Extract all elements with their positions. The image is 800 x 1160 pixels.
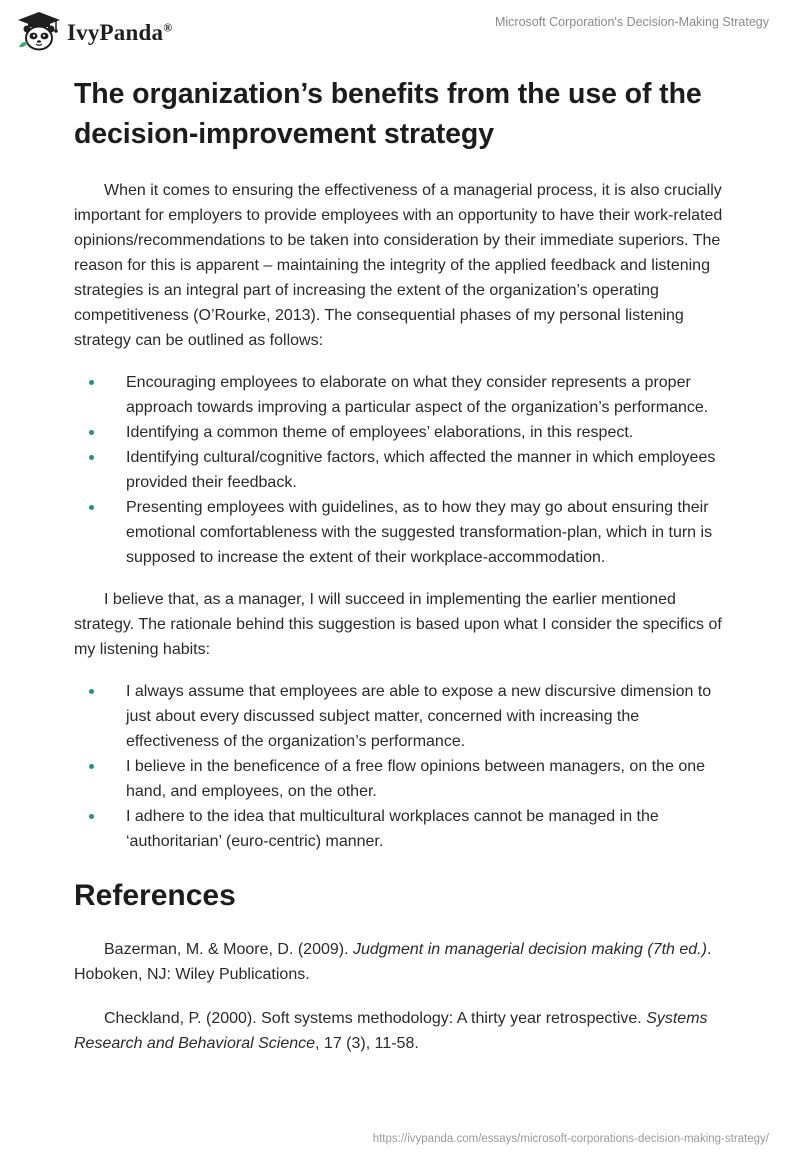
registered-mark: ® (163, 20, 173, 35)
manager-paragraph: I believe that, as a manager, I will succeed in implementing the earlier mentioned strategy. The rationale behind this suggestion is based upon what I consider the specifics of my listening habits: (74, 591, 722, 658)
bullet-icon (89, 814, 94, 819)
panda-graduate-icon (16, 10, 62, 52)
list-item: Identifying cultural/cognitive factors, which affected the manner in which employees provided their feedback. (74, 445, 734, 495)
document-title: Microsoft Corporation's Decision-Making Strategy (494, 15, 769, 29)
intro-paragraph: When it comes to ensuring the effectiveness of a managerial process, it is also crucially important for employers to provide employees with an opportunity to have their work-related opinions/recommendations to be taken into consideration by their immediate superiors. The reason for this is apparent – maintaining the integrity of the applied feedback and listening strategies is an integral part of increasing the extent of the organization’s operating competitiveness (O’Rourke, 2013). The consequential phases of my personal listening strategy can be outlined as follows: (74, 182, 723, 349)
list-item: I adhere to the idea that multicultural workplaces cannot be managed in the ‘authoritarian’ (euro-centric) manner. (74, 804, 734, 854)
brand-name: IvyPanda® (67, 20, 173, 45)
bullet-icon (89, 455, 94, 460)
list-item: Identifying a common theme of employees’ elaborations, in this respect. (74, 420, 734, 445)
list-item: Presenting employees with guidelines, as to how they may go about ensuring their emotional comfortableness with the suggested transformation-plan, which in turn is supposed to increase the extent of their workplace-accommodation. (74, 495, 734, 570)
bullet-icon (89, 430, 94, 435)
bullet-icon (89, 689, 94, 694)
source-url-link[interactable]: https://ivypanda.com/essays/microsoft-corporations-decision-making-strategy/ (372, 1133, 769, 1145)
bullet-icon (89, 380, 94, 385)
reference-entry: Bazerman, M. & Moore, D. (2009). Judgment in managerial decision making (7th ed.). Hoboken, NJ: Wiley Publications. (74, 941, 712, 983)
references-heading: References (74, 879, 236, 912)
bullet-icon (89, 505, 94, 510)
page-header (0, 0, 800, 62)
reference-entry: Checkland, P. (2000). Soft systems methodology: A thirty year retrospective. Systems Research and Behavioral Science, 17 (3), 11-58. (74, 1010, 708, 1052)
essay-content (74, 74, 734, 1056)
ivypanda-logo[interactable] (16, 10, 172, 52)
list-item: Encouraging employees to elaborate on what they consider represents a proper approach towards improving a particular aspect of the organization’s performance. (74, 370, 734, 420)
section-heading: The organization’s benefits from the use of the decision-improvement strategy (74, 78, 702, 150)
list-item: I believe in the beneficence of a free flow opinions between managers, on the one hand, and employees, on the other. (74, 754, 734, 804)
listening-habits-list (74, 679, 734, 854)
list-item: I always assume that employees are able to expose a new discursive dimension to just about every discussed subject matter, concerned with increasing the effectiveness of the organization’s performance. (74, 679, 734, 754)
listening-strategy-list (74, 370, 734, 570)
bullet-icon (89, 764, 94, 769)
